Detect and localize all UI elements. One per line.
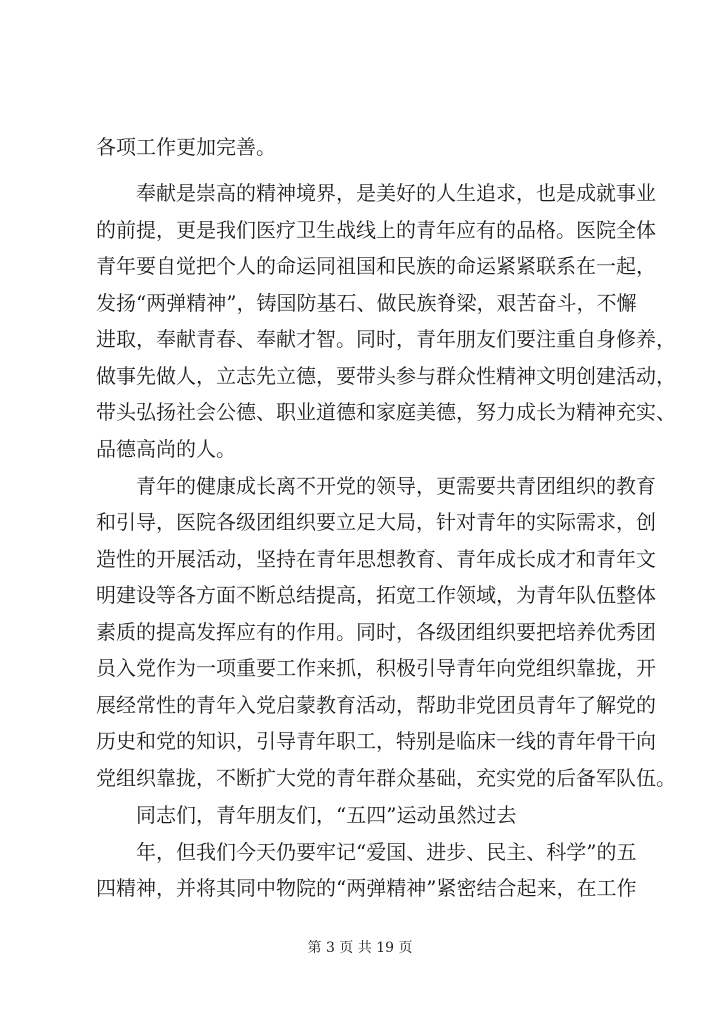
paragraph-line: 和引导，医院各级团组织要立足大局，针对青年的实际需求，创 — [96, 510, 656, 534]
paragraph-line: 历史和党的知识，引导青年职工，特别是临床一线的青年骨干向 — [96, 729, 656, 753]
paragraph-line: 品德高尚的人。 — [96, 437, 236, 461]
paragraph-line: 造性的开展活动，坚持在青年思想教育、青年成长成才和青年文 — [96, 547, 656, 571]
paragraph-line: 员入党作为一项重要工作来抓，积极引导青年向党组织靠拢，开 — [96, 656, 656, 680]
paragraph-line: 青年的健康成长离不开党的领导，更需要共青团组织的教育 — [136, 474, 656, 498]
page-number-footer: 第 3 页 共 19 页 — [307, 940, 413, 956]
paragraph-line: 明建设等各方面不断总结提高，拓宽工作领域，为青年队伍整体 — [96, 583, 656, 607]
paragraph-line: 进取，奉献青春、奉献才智。同时，青年朋友们要注重自身修养， — [96, 327, 676, 351]
paragraph-line: 各项工作更加完善。 — [96, 135, 276, 159]
paragraph-line: 同志们，青年朋友们，“五四”运动虽然过去 — [136, 803, 517, 827]
paragraph-line: 青年要自觉把个人的命运同祖国和民族的命运紧紧联系在一起， — [96, 254, 656, 278]
paragraph-line: 带头弘扬社会公德、职业道德和家庭美德，努力成长为精神充实、 — [96, 400, 676, 424]
paragraph-line: 奉献是崇高的精神境界，是美好的人生追求，也是成就事业 — [136, 181, 656, 205]
paragraph-line: 党组织靠拢，不断扩大党的青年群众基础，充实党的后备军队伍。 — [96, 766, 676, 790]
paragraph-line: 素质的提高发挥应有的作用。同时，各级团组织要把培养优秀团 — [96, 620, 656, 644]
paragraph-line: 展经常性的青年入党启蒙教育活动，帮助非党团员青年了解党的 — [96, 693, 656, 717]
paragraph-line: 年，但我们今天仍要牢记“爱国、进步、民主、科学”的五 — [136, 840, 637, 864]
paragraph-line: 发扬“两弹精神”，铸国防基石、做民族脊梁，艰苦奋斗，不懈 — [96, 291, 637, 315]
paragraph-line: 做事先做人，立志先立德，要带头参与群众性精神文明创建活动， — [96, 364, 676, 388]
paragraph-line: 的前提，更是我们医疗卫生战线上的青年应有的品格。医院全体 — [96, 218, 656, 242]
paragraph-line: 四精神，并将其同中物院的“两弹精神”紧密结合起来，在工作 — [96, 876, 637, 900]
